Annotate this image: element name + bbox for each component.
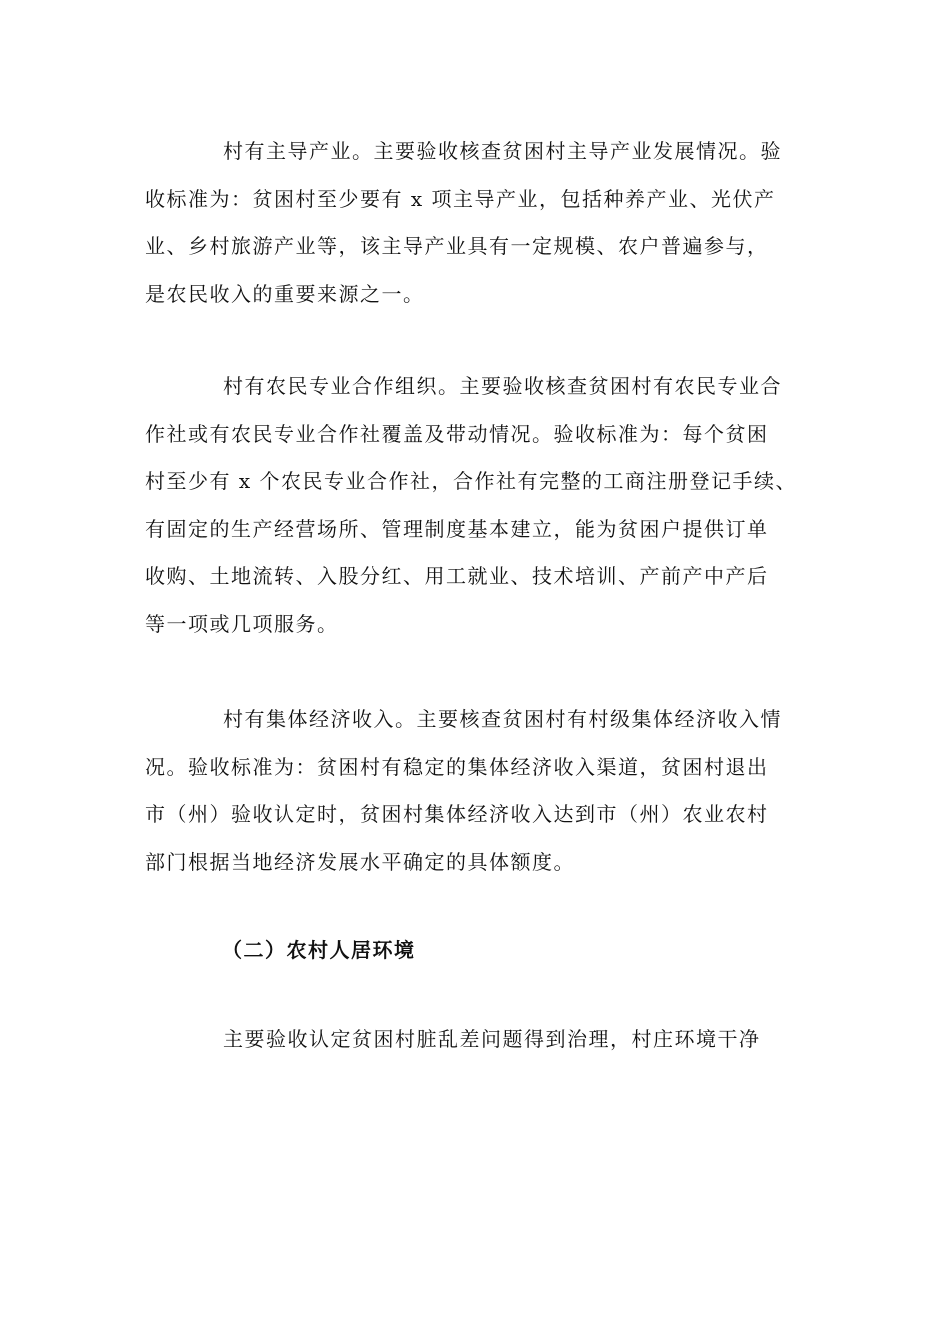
text-line: 主要验收认定贫困村脏乱差问题得到治理，村庄环境干净: [223, 1027, 761, 1051]
text-line: 作社或有农民专业合作社覆盖及带动情况。验收标准为：每个贫困: [145, 421, 769, 446]
text-line: 村有集体经济收入。主要核查贫困村有村级集体经济收入情: [223, 707, 782, 731]
section-heading: （二）农村人居环境: [222, 938, 416, 962]
text-line: 部门根据当地经济发展水平确定的具体额度。: [145, 849, 575, 874]
text-line: 是农民收入的重要来源之一。: [145, 281, 425, 306]
text-line: 等一项或几项服务。: [145, 611, 339, 636]
text-line: 有固定的生产经营场所、管理制度基本建立，能为贫困户提供订单: [145, 516, 769, 541]
text-line: 收购、土地流转、入股分红、用工就业、技术培训、产前产中产后: [145, 564, 769, 588]
text-line: 村有主导产业。主要验收核查贫困村主导产业发展情况。验: [223, 139, 782, 163]
text-line: 收标准为：贫困村至少要有 x 项主导产业，包括种养产业、光伏产: [145, 186, 776, 211]
text-line: 业、乡村旅游产业等，该主导产业具有一定规模、农户普遍参与，: [145, 234, 769, 258]
text-line: 村至少有 x 个农民专业合作社，合作社有完整的工商注册登记手续、: [145, 469, 797, 493]
paragraph-cooperative: [145, 363, 805, 648]
paragraph-leading-industry: [145, 128, 805, 318]
text-line: 村有农民专业合作组织。主要验收核查贫困村有农民专业合: [223, 374, 782, 398]
paragraph-living-environment: [145, 1016, 805, 1064]
text-line: 况。验收标准为：贫困村有稳定的集体经济收入渠道，贫困村退出: [145, 754, 769, 779]
text-line: 市（州）验收认定时，贫困村集体经济收入达到市（州）农业农村: [145, 802, 769, 826]
paragraph-collective-income: [145, 696, 805, 886]
